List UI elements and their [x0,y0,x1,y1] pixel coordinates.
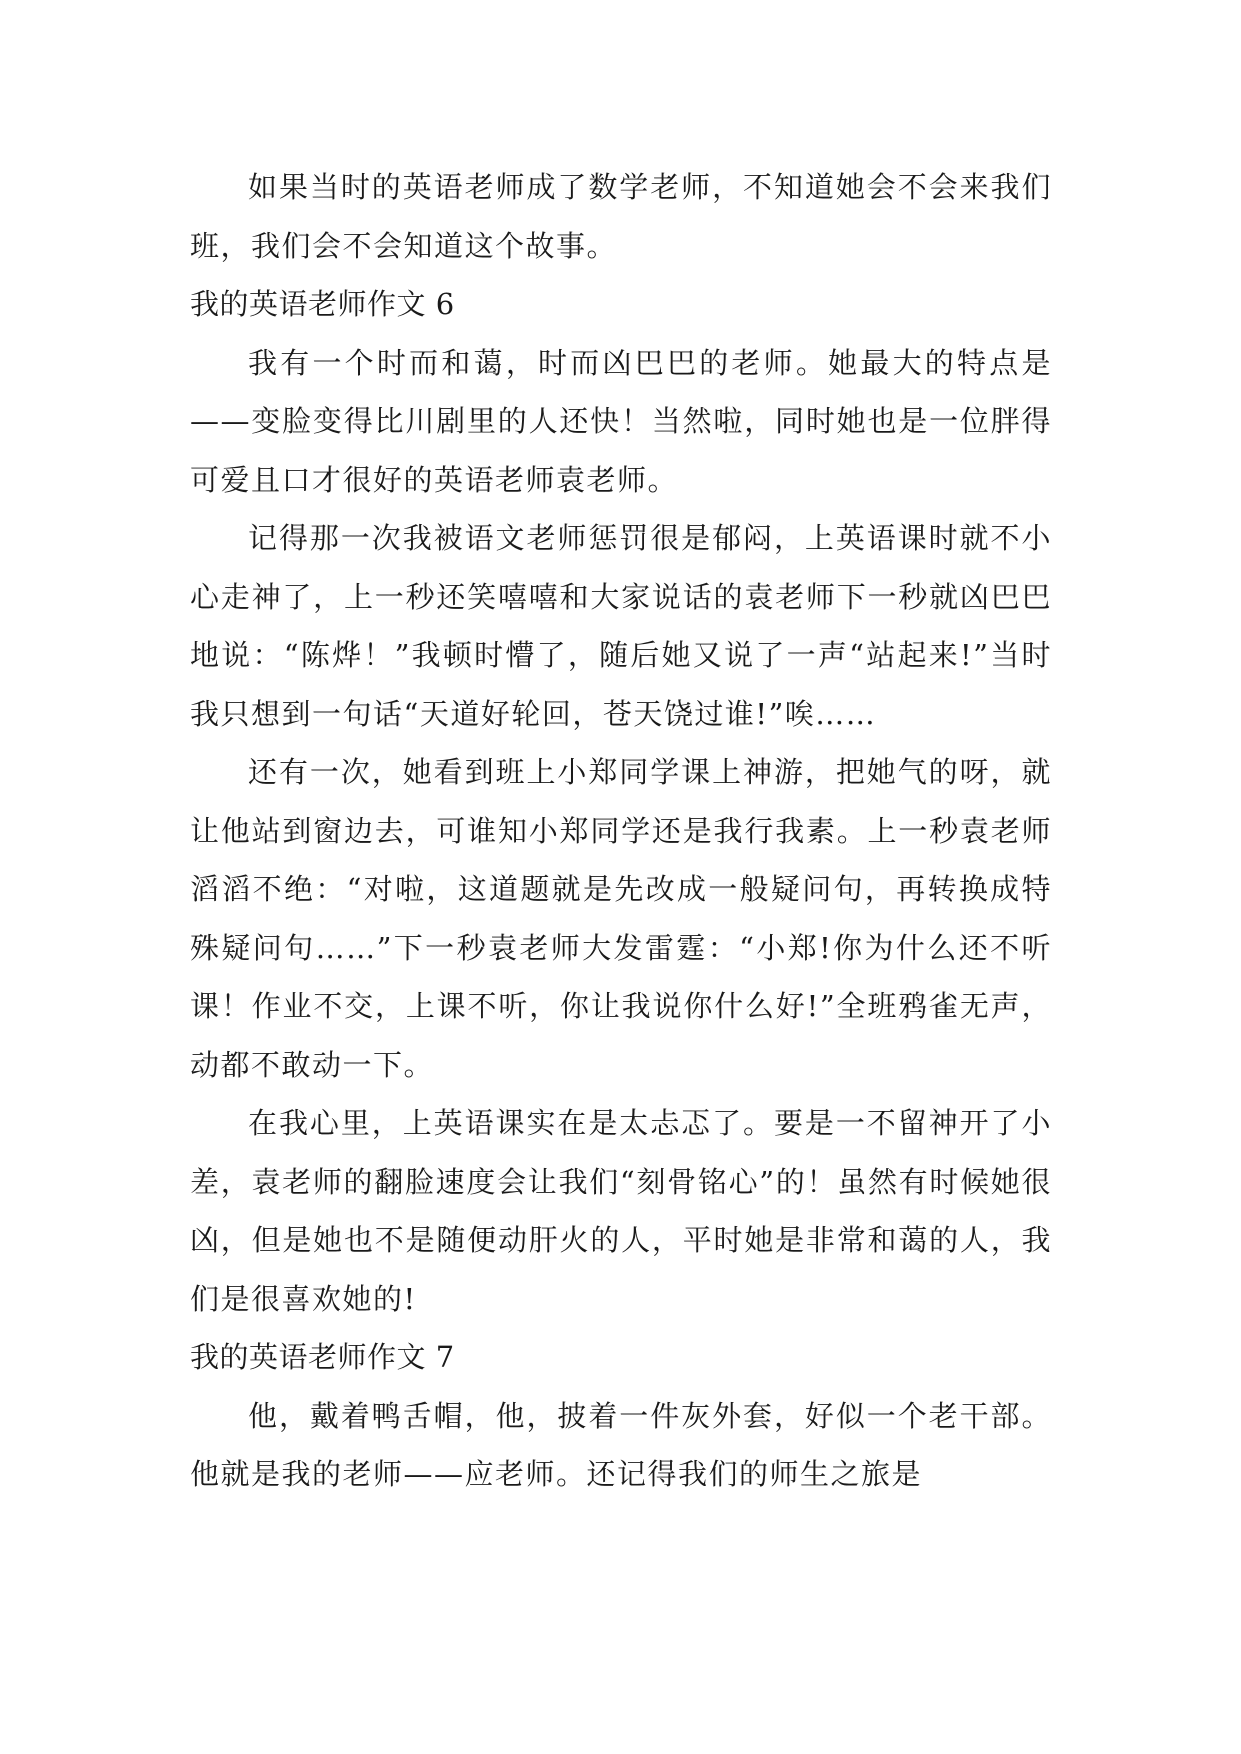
paragraph: 如果当时的英语老师成了数学老师，不知道她会不会来我们班，我们会不会知道这个故事。 [190,170,1052,263]
section-heading: 我的英语老师作文 7 [190,1340,455,1374]
paragraph: 还有一次，她看到班上小郑同学课上神游，把她气的呀，就让他站到窗边去，可谁知小郑同学还是我行我素。上一秒袁老师滔滔不绝：“对啦，这道题就是先改成一般疑问句，再转换成特殊疑问句……”下一秒袁老师大发雷霆：“小郑!你为什么还不听课！作业不交，上课不听，你让我说你什么好!”全班鸦雀无声，动都不敢动一下。 [190,755,1052,1082]
document-body [190,158,1052,1504]
paragraph: 在我心里，上英语课实在是太忐忑了。要是一不留神开了小差，袁老师的翻脸速度会让我们“刻骨铭心”的！虽然有时候她很凶，但是她也不是随便动肝火的人，平时她是非常和蔼的人，我们是很喜欢她的! [190,1106,1052,1316]
paragraph: 他，戴着鸭舌帽，他，披着一件灰外套，好似一个老干部。他就是我的老师——应老师。还记得我们的师生之旅是 [190,1398,1052,1491]
paragraph: 记得那一次我被语文老师惩罚很是郁闷，上英语课时就不小心走神了，上一秒还笑嘻嘻和大家说话的袁老师下一秒就凶巴巴地说：“陈烨！”我顿时懵了，随后她又说了一声“站起来!”当时我只想到一句话“天道好轮回，苍天饶过谁!”唉…… [190,521,1052,731]
paragraph: 我有一个时而和蔼，时而凶巴巴的老师。她最大的特点是——变脸变得比川剧里的人还快！当然啦，同时她也是一位胖得可爱且口才很好的英语老师袁老师。 [190,345,1052,497]
section-heading: 我的英语老师作文 6 [190,287,455,321]
